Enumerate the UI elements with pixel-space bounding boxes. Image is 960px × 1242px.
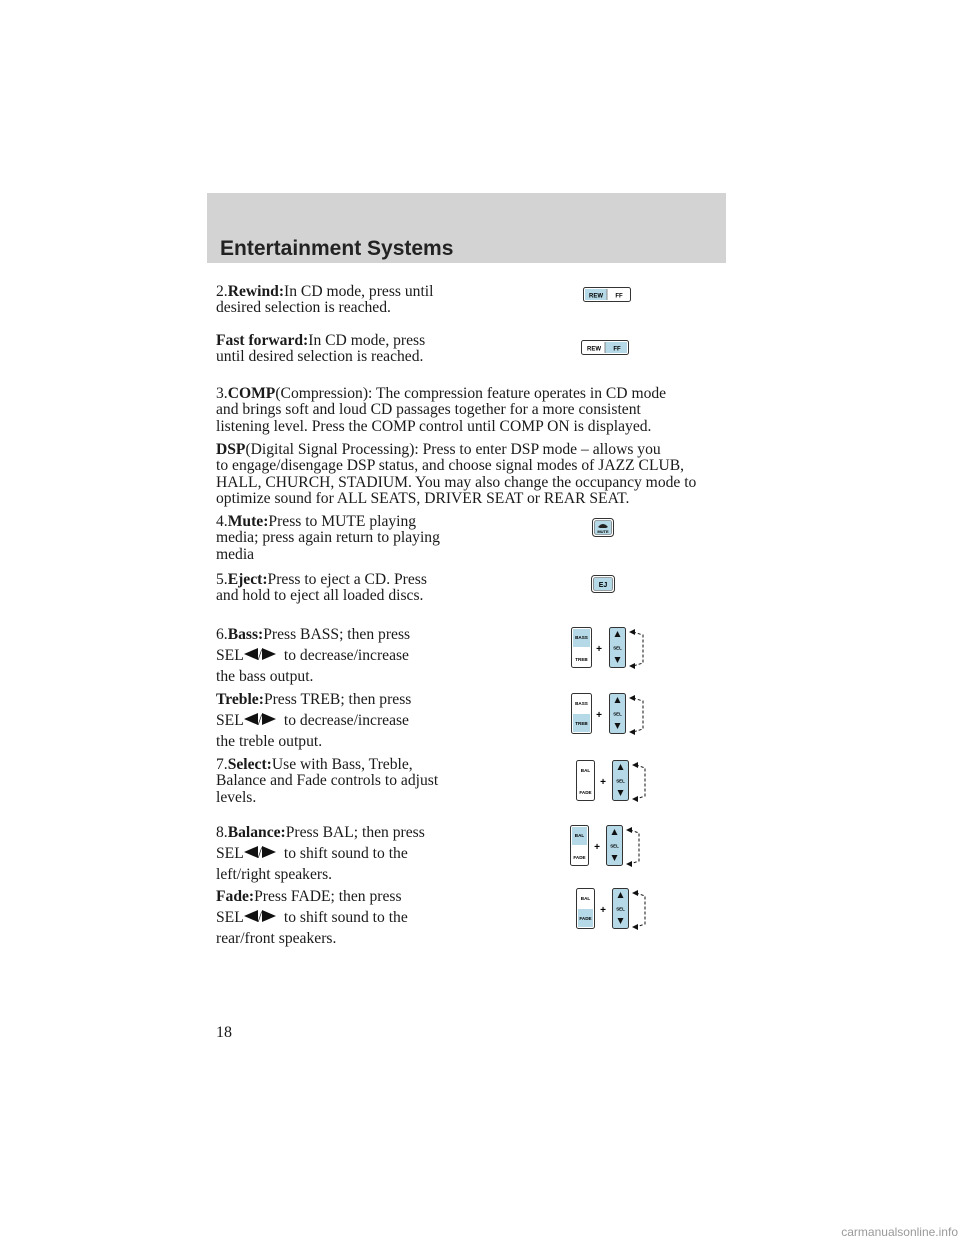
- rew-label: REW: [589, 293, 603, 300]
- eject-button-icon: [591, 575, 615, 593]
- select-text: 7.Select:Use with Bass, Treble, Balance and Fade controls to adjust levels.: [216, 756, 439, 806]
- plus-label: +: [600, 777, 606, 788]
- rew-ff-button-icon: [581, 340, 629, 355]
- fast-forward-text: Fast forward:In CD mode, press until desired selection is reached.: [216, 332, 426, 366]
- watermark[interactable]: carmanualsonline.info: [841, 1225, 958, 1239]
- right-arrow-icon: [262, 845, 276, 859]
- bal-label: BAL: [574, 833, 585, 838]
- treb-label: TREB: [575, 721, 588, 726]
- bass-label: BASS: [575, 635, 588, 640]
- ff-label: FF: [615, 293, 623, 300]
- left-arrow-icon: [244, 647, 258, 661]
- treble-text: Treble:Press TREB; then press SEL / to decrease/increase the treble output.: [216, 691, 412, 750]
- right-arrow-icon: [262, 909, 276, 923]
- bal-fade-sel-icon: [576, 760, 648, 804]
- sel-label: SEL: [616, 906, 625, 912]
- fade-text: Fade:Press FADE; then press SEL / to shift sound to the rear/front speakers.: [216, 888, 408, 947]
- page-title: Entertainment Systems: [220, 237, 454, 260]
- plus-label: +: [594, 842, 600, 853]
- plus-label: +: [596, 644, 602, 655]
- comp-text: 3.COMP(Compression): The compression feature operates in CD mode and brings soft and loud CD passages together for a more consistent listening level. Press the COMP control until COMP ON is displayed.: [216, 385, 667, 435]
- sel-label: SEL: [613, 711, 622, 717]
- bal-fade-sel-icon: [576, 888, 648, 932]
- fade-label: FADE: [579, 790, 592, 795]
- bass-label: BASS: [575, 701, 588, 706]
- eject-text: 5.Eject:Press to eject a CD. Press and hold to eject all loaded discs.: [216, 571, 427, 605]
- page-number: 18: [216, 1024, 232, 1041]
- bal-fade-sel-icon: [570, 825, 642, 869]
- plus-label: +: [600, 905, 606, 916]
- sel-label: SEL: [613, 645, 622, 651]
- bass-treb-sel-icon: [571, 693, 649, 737]
- right-arrow-icon: [262, 647, 276, 661]
- fade-label: FADE: [579, 916, 592, 921]
- sel-label: SEL: [616, 778, 625, 784]
- bal-label: BAL: [580, 896, 591, 901]
- treb-label: TREB: [575, 657, 588, 662]
- dsp-text: DSP(Digital Signal Processing): Press to enter DSP mode – allows you to engage/disengage DSP status, and choose signal modes of JAZZ CLUB, HALL, CHURCH, STADIUM. You may also change the occupancy mode to optimize sound for ALL SEATS, DRIVER SEAT or REAR SEAT.: [216, 441, 697, 508]
- mute-button-icon: [592, 518, 614, 537]
- mute-text: 4.Mute:Press to MUTE playing media; press again return to playing media: [216, 513, 440, 563]
- bass-treb-sel-icon: [571, 627, 649, 671]
- bass-text: 6.Bass:Press BASS; then press SEL / to decrease/increase the bass output.: [216, 626, 411, 685]
- mute-label: MUTE: [597, 529, 609, 535]
- fade-label: FADE: [573, 855, 586, 860]
- left-arrow-icon: [244, 845, 258, 859]
- rewind-text: 2.Rewind:In CD mode, press until desired selection is reached.: [216, 283, 434, 317]
- rew-label: REW: [587, 346, 601, 353]
- left-arrow-icon: [244, 909, 258, 923]
- rew-ff-button-icon: [583, 287, 631, 302]
- plus-label: +: [596, 710, 602, 721]
- sel-label: SEL: [610, 843, 619, 849]
- bal-label: BAL: [580, 768, 591, 773]
- right-arrow-icon: [262, 712, 276, 726]
- left-arrow-icon: [244, 712, 258, 726]
- header-band: [207, 193, 726, 263]
- ej-label: EJ: [598, 581, 608, 589]
- balance-text: 8.Balance:Press BAL; then press SEL / to shift sound to the left/right speakers.: [216, 824, 425, 883]
- ff-label: FF: [613, 346, 621, 353]
